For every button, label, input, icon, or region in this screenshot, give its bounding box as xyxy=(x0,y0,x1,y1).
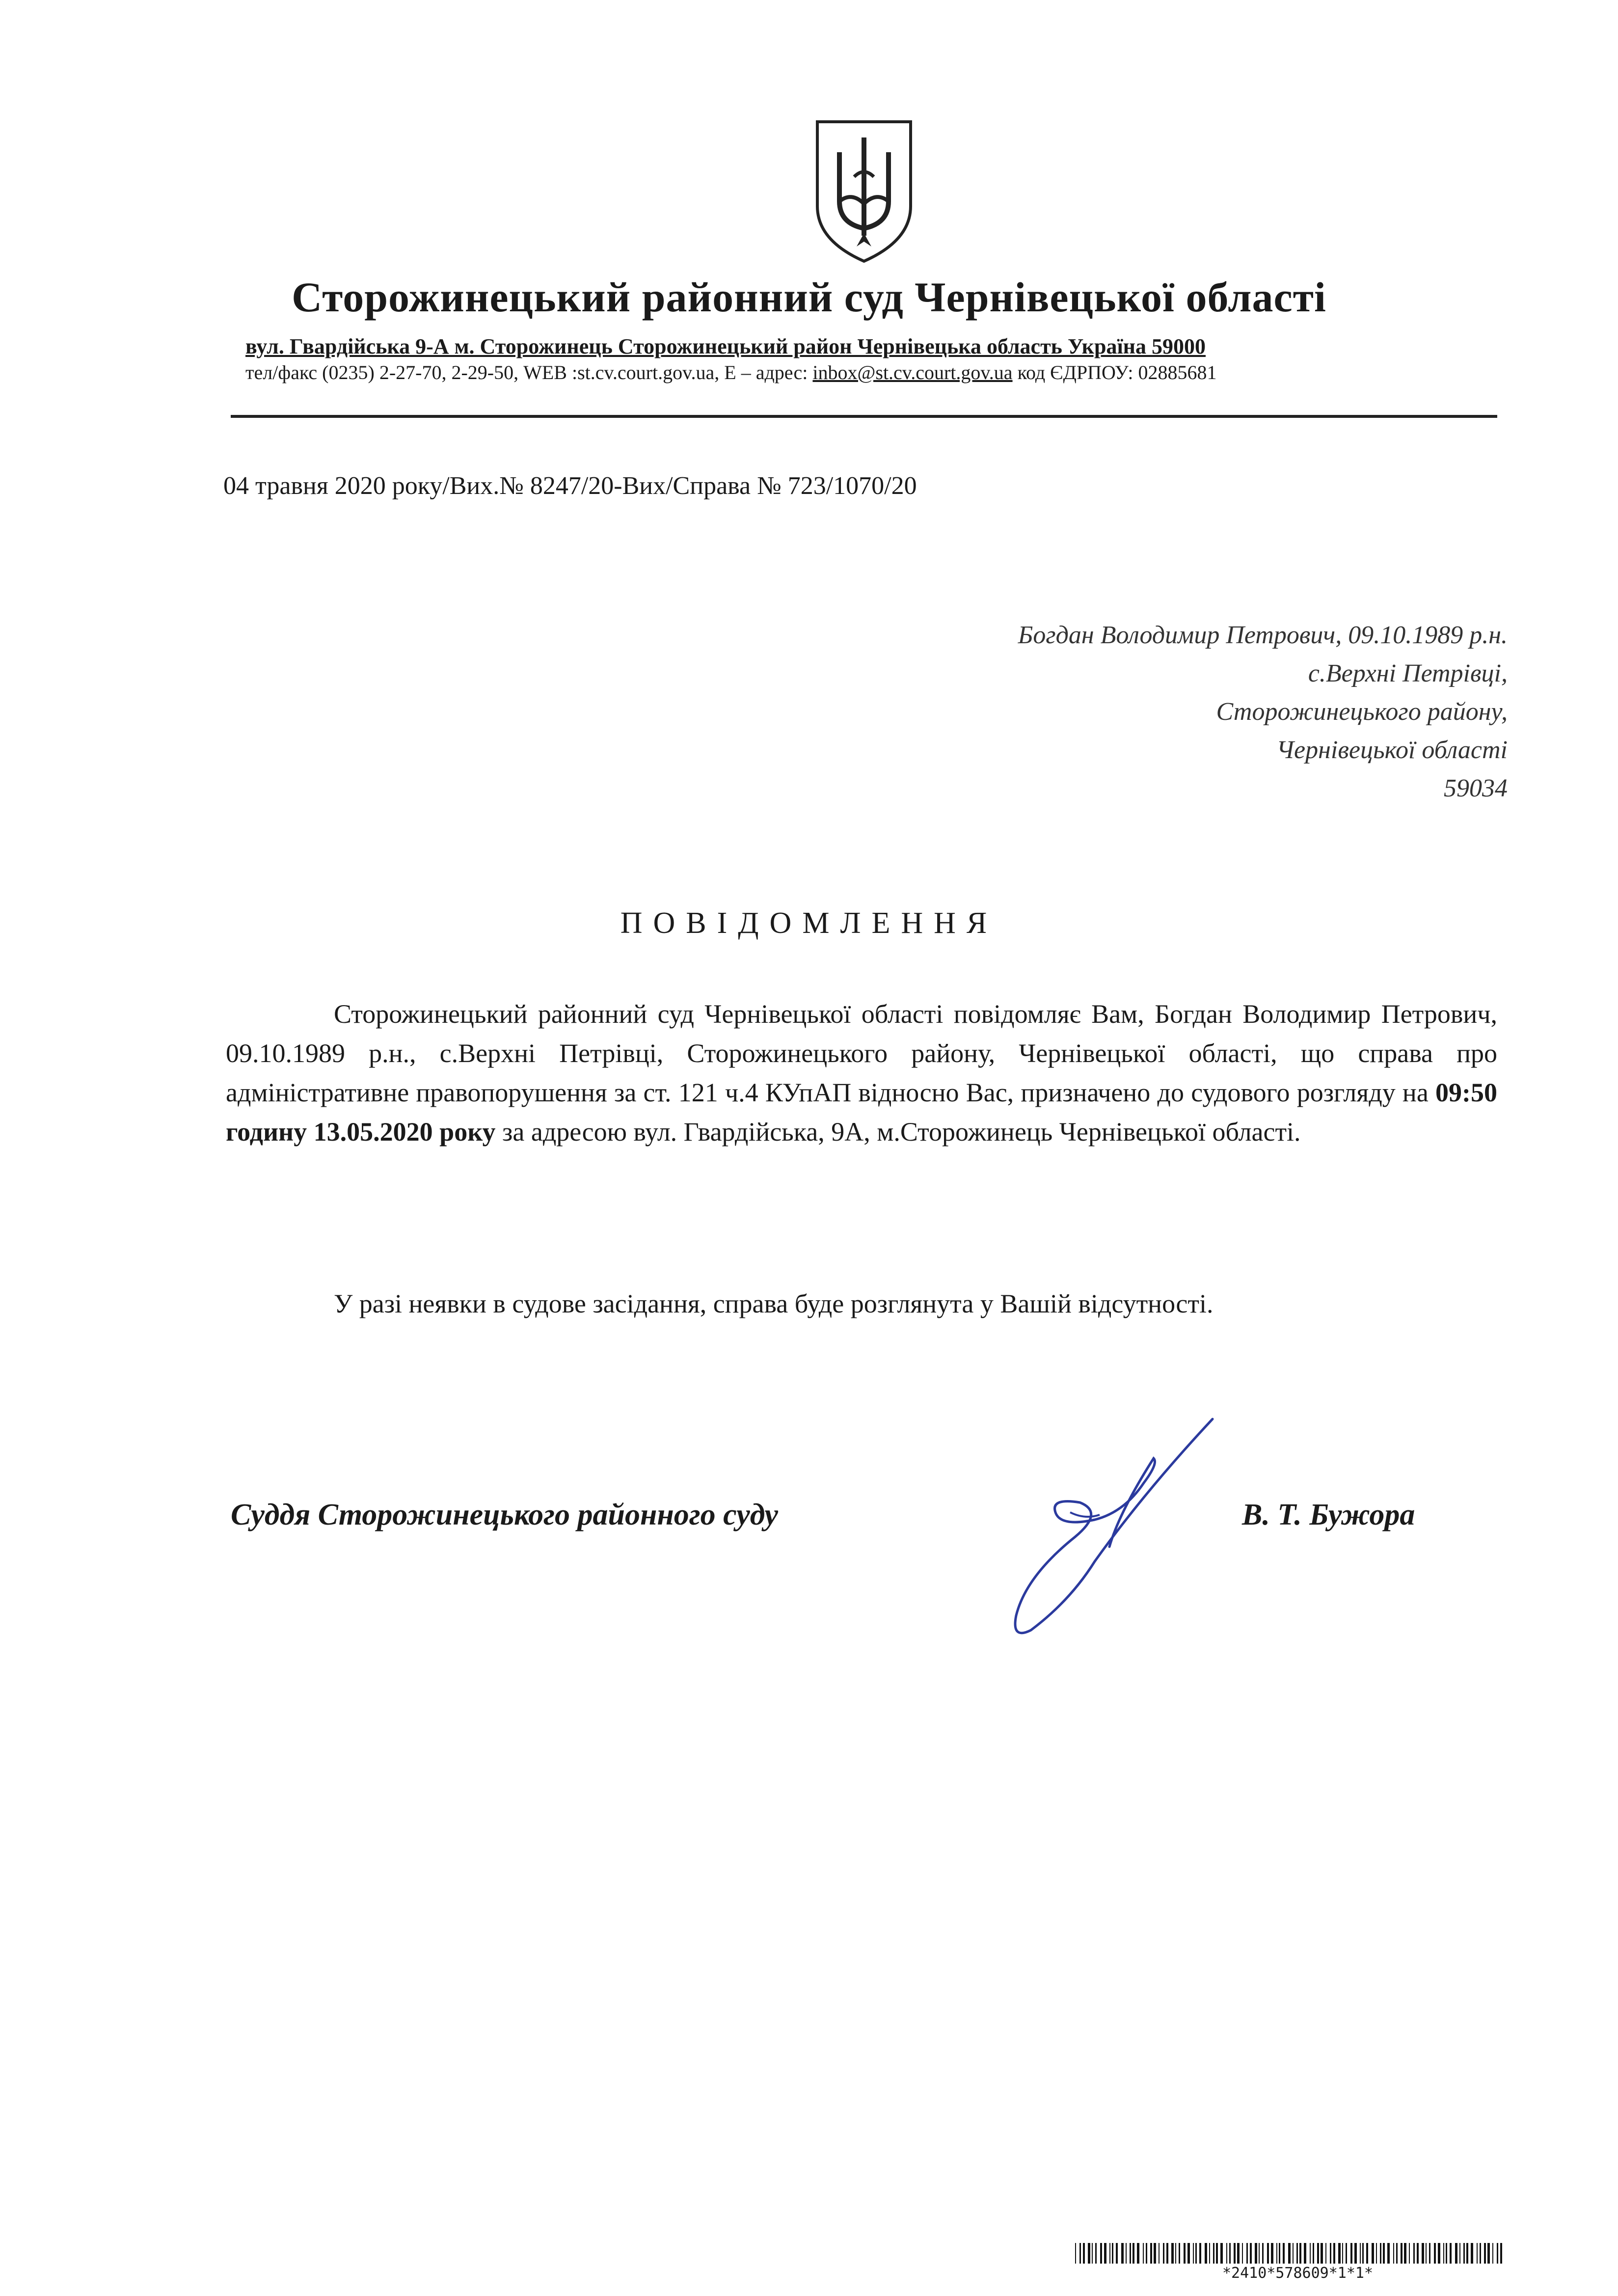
barcode-bar xyxy=(1393,2243,1394,2264)
barcode-bar xyxy=(1126,2243,1127,2264)
barcode-bar xyxy=(1171,2243,1174,2264)
barcode-bar xyxy=(1450,2243,1452,2264)
court-name: Сторожинецький районний суд Чернівецької області xyxy=(292,273,1326,321)
barcode-bar xyxy=(1288,2243,1291,2264)
barcode-bar xyxy=(1237,2243,1240,2264)
barcode-bar xyxy=(1346,2243,1347,2264)
barcode-bar xyxy=(1246,2243,1248,2264)
barcode-bar xyxy=(1220,2243,1223,2264)
contacts-suffix: код ЄДРПОУ: 02885681 xyxy=(1012,361,1217,383)
contacts-prefix: тел/факс (0235) 2-27-70, 2-29-50, WEB :st.cv.court.gov.ua, E – адрес: xyxy=(245,361,813,383)
barcode-bar xyxy=(1259,2243,1260,2264)
barcode-bar xyxy=(1372,2243,1374,2264)
barcode-bar xyxy=(1195,2243,1197,2264)
barcode-bar xyxy=(1205,2243,1207,2264)
barcode-bar xyxy=(1396,2243,1398,2264)
barcode-bar xyxy=(1137,2243,1139,2264)
barcode-bar xyxy=(1455,2243,1457,2264)
barcode-bar xyxy=(1497,2243,1498,2264)
barcode-bar xyxy=(1112,2243,1113,2264)
recipient-line: Чернівецької області xyxy=(1276,736,1508,764)
barcode-bar xyxy=(1146,2243,1147,2264)
court-email-link[interactable]: inbox@st.cv.court.gov.ua xyxy=(812,361,1013,383)
barcode-bar xyxy=(1193,2243,1194,2264)
barcode-bar xyxy=(1088,2243,1090,2264)
barcode-bar xyxy=(1443,2243,1444,2264)
barcode-bar xyxy=(1175,2243,1176,2264)
barcode-bar xyxy=(1477,2243,1478,2264)
header-divider xyxy=(231,415,1497,418)
absence-paragraph: У разі неявки в судове засідання, справа буде розглянута у Вашій відсутності. xyxy=(334,1289,1214,1318)
barcode-bar xyxy=(1079,2243,1081,2264)
barcode-number: *2410*578609*1*1* xyxy=(1222,2265,1374,2282)
barcode-bar xyxy=(1255,2243,1257,2264)
barcode-bar xyxy=(1116,2243,1118,2264)
barcode-bar xyxy=(1463,2243,1465,2264)
barcode-bar xyxy=(1179,2243,1180,2264)
barcode-bar xyxy=(1187,2243,1190,2264)
barcode-bar xyxy=(1279,2243,1280,2264)
barcode-bar xyxy=(1487,2243,1490,2264)
barcode-bar xyxy=(1299,2243,1301,2264)
judge-name: В. Т. Бужора xyxy=(1242,1498,1415,1531)
outgoing-reference: 04 травня 2020 року/Вих.№ 8247/20-Вих/Справа № 723/1070/20 xyxy=(223,472,917,500)
barcode-bar xyxy=(1121,2243,1124,2264)
barcode-bar xyxy=(1333,2243,1335,2264)
barcode-bar xyxy=(1209,2243,1210,2264)
barcode-bar xyxy=(1216,2243,1218,2264)
barcode-bar xyxy=(1466,2243,1468,2264)
barcode-bar xyxy=(1360,2243,1361,2264)
barcode-bar xyxy=(1304,2243,1306,2264)
barcode-bar xyxy=(1380,2243,1381,2264)
barcode-icon xyxy=(1075,2243,1507,2264)
barcode-bar xyxy=(1446,2243,1447,2264)
barcode-bar xyxy=(1104,2243,1106,2264)
barcode-bar xyxy=(1338,2243,1341,2264)
barcode-bar xyxy=(1166,2243,1168,2264)
barcode-bar xyxy=(1199,2243,1201,2264)
barcode-bar xyxy=(1376,2243,1377,2264)
barcode-bar xyxy=(1366,2243,1368,2264)
barcode-bar xyxy=(1100,2243,1102,2264)
barcode-bar xyxy=(1500,2243,1502,2264)
barcode-bar xyxy=(1313,2243,1314,2264)
barcode-bar xyxy=(1267,2243,1269,2264)
document-title: ПОВІДОМЛЕННЯ xyxy=(620,906,998,940)
barcode-bar xyxy=(1095,2243,1097,2264)
barcode-bar xyxy=(1133,2243,1134,2264)
barcode-bar xyxy=(1342,2243,1343,2264)
barcode-bar xyxy=(1262,2243,1264,2264)
barcode-bar xyxy=(1159,2243,1160,2264)
court-address: вул. Гвардійська 9-А м. Сторожинець Сторожинецький район Чернівецька область Україна 59000 xyxy=(245,334,1206,358)
barcode-bar xyxy=(1350,2243,1352,2264)
barcode-bar xyxy=(1154,2243,1156,2264)
notice-paragraph xyxy=(226,994,1497,1151)
barcode-bar xyxy=(1075,2243,1076,2264)
barcode-bar xyxy=(1492,2243,1493,2264)
barcode-bar xyxy=(1092,2243,1093,2264)
barcode-bar xyxy=(1413,2243,1415,2264)
barcode-bar xyxy=(1296,2243,1298,2264)
barcode-bar xyxy=(1325,2243,1326,2264)
hearing-datetime: 09:50 годину 13.05.2020 року xyxy=(226,1078,1497,1147)
recipient-line: с.Верхні Петрівці, xyxy=(1308,659,1508,687)
barcode-bar xyxy=(1083,2243,1085,2264)
handwritten-signature xyxy=(997,1414,1232,1640)
recipient-address xyxy=(771,616,1508,808)
barcode-bar xyxy=(1250,2243,1252,2264)
barcode-bar xyxy=(1234,2243,1236,2264)
recipient-line: Сторожинецького району, xyxy=(1216,698,1508,726)
barcode-bar xyxy=(1293,2243,1294,2264)
barcode-bar xyxy=(1404,2243,1406,2264)
barcode-bar xyxy=(1426,2243,1427,2264)
barcode-bar xyxy=(1409,2243,1410,2264)
barcode-bar xyxy=(1317,2243,1319,2264)
barcode-bar xyxy=(1471,2243,1473,2264)
barcode-bar xyxy=(1163,2243,1164,2264)
barcode-bar xyxy=(1459,2243,1460,2264)
barcode-bar xyxy=(1321,2243,1323,2264)
barcode-bar xyxy=(1417,2243,1419,2264)
barcode-bar xyxy=(1387,2243,1390,2264)
barcode-bar xyxy=(1242,2243,1243,2264)
court-contacts xyxy=(245,361,1217,384)
barcode-bar xyxy=(1109,2243,1110,2264)
barcode-bar xyxy=(1184,2243,1186,2264)
barcode-bar xyxy=(1229,2243,1231,2264)
recipient-line: 59034 xyxy=(1444,774,1508,802)
barcode-bar xyxy=(1383,2243,1385,2264)
notice-text: Сторожинецький районний суд Чернівецької області повідомляє Вам, Богдан Володимир Петрович, 09.10.1989 р.н., с.Верхні Петрівці, Сторожинецького району, Чернівецької області, що справа про адміністративне правопорушення за ст. 121 ч.4 КУпАП відносно Вас, призначено до судового розгляду на xyxy=(226,999,1497,1107)
judge-title: Суддя Сторожинецького районного суду xyxy=(231,1498,779,1531)
notice-text-end: за адресою вул. Гвардійська, 9А, м.Сторожинець Чернівецької області. xyxy=(495,1117,1301,1147)
barcode-bar xyxy=(1130,2243,1131,2264)
barcode-bar xyxy=(1480,2243,1481,2264)
barcode-bar xyxy=(1434,2243,1436,2264)
barcode-bar xyxy=(1422,2243,1424,2264)
trident-icon xyxy=(812,118,916,265)
barcode-bar xyxy=(1438,2243,1440,2264)
barcode-bar xyxy=(1150,2243,1152,2264)
barcode-bar xyxy=(1143,2243,1144,2264)
barcode-bar xyxy=(1354,2243,1357,2264)
barcode-bar xyxy=(1330,2243,1331,2264)
barcode-bar xyxy=(1213,2243,1214,2264)
barcode-bar xyxy=(1276,2243,1277,2264)
barcode-bar xyxy=(1226,2243,1227,2264)
recipient-line: Богдан Володимир Петрович, 09.10.1989 р.н. xyxy=(1018,621,1508,649)
barcode-bar xyxy=(1310,2243,1311,2264)
barcode-bar xyxy=(1271,2243,1273,2264)
barcode-bar xyxy=(1283,2243,1285,2264)
barcode-bar xyxy=(1401,2243,1402,2264)
barcode-bar xyxy=(1362,2243,1364,2264)
barcode-bar xyxy=(1484,2243,1486,2264)
barcode-bar xyxy=(1429,2243,1430,2264)
